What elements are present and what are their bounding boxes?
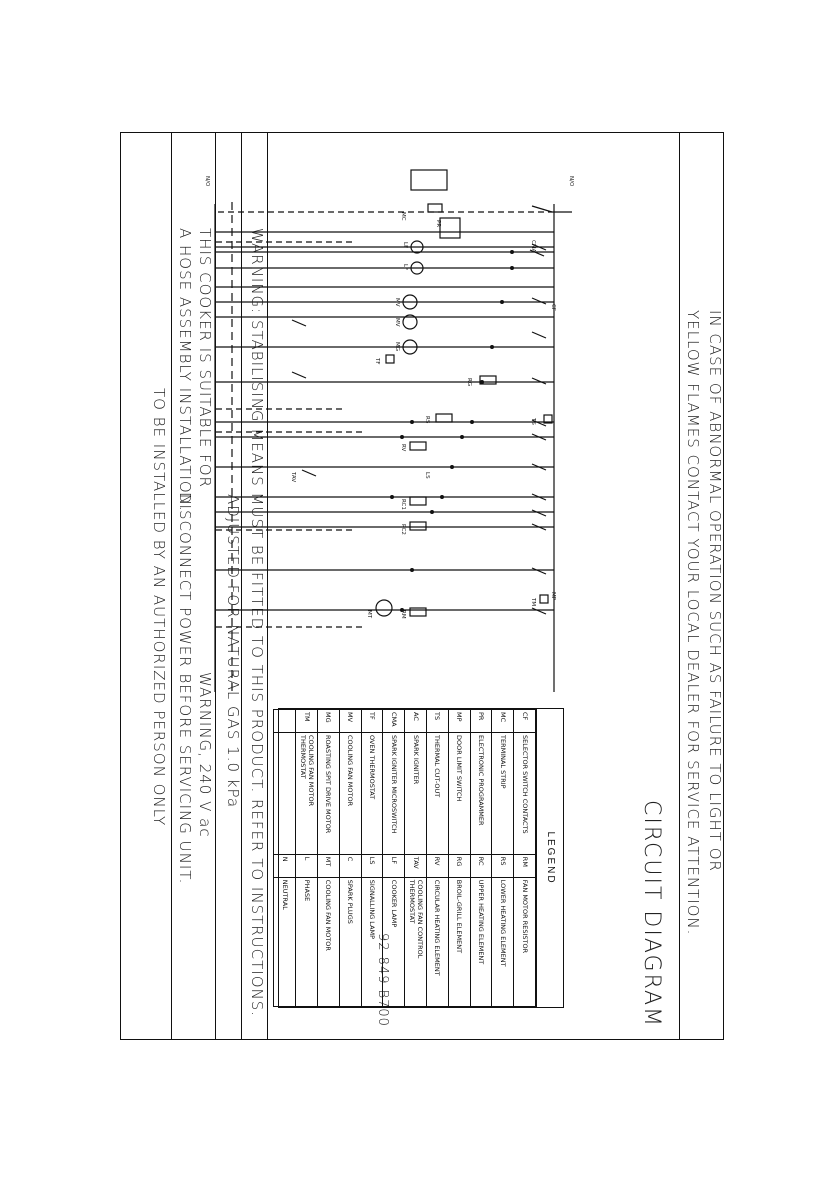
legend-grid [273, 709, 536, 1007]
part-number: 92 849 B700 [375, 933, 390, 1027]
rail-left-label: N/O [568, 176, 574, 187]
legend-code: L [296, 854, 318, 877]
legend-row [492, 710, 514, 1007]
legend-description: SELECTOR SWITCH CONTACTS [514, 733, 536, 855]
label-ts: TS [530, 418, 536, 425]
legend-description: DOOR LIMIT SWITCH [448, 733, 470, 855]
label-rc2: RC2 [400, 524, 406, 535]
legend-description: COOLING FAN MOTOR [318, 877, 340, 1006]
rotated-sheet [120, 132, 724, 1040]
legend-description: LOWER HEATING ELEMENT [492, 877, 514, 1006]
legend-description: CIRCULAR HEATING ELEMENT [427, 877, 449, 1006]
legend-description: SIGNALLING LAMP [361, 877, 383, 1006]
label-mg: MG [394, 342, 400, 352]
hose-note-2: A HOSE ASSEMBLY INSTALLATION. [176, 228, 194, 512]
label-rc1: RC1 [400, 499, 406, 510]
label-mt: MT [366, 610, 372, 619]
legend-code: RV [427, 854, 449, 877]
legend-code: LF [383, 854, 405, 877]
legend-code: MT [318, 854, 340, 877]
divider [171, 132, 172, 1040]
label-rs: RS [424, 416, 430, 424]
legend-description: SPARK IGNITER [405, 733, 427, 855]
label-mp: MP [550, 592, 556, 601]
divider [679, 132, 680, 1040]
voltage-warning-2: DISCONNECT POWER BEFORE SERVICING UNIT. [176, 492, 194, 885]
legend-description: COOLING FAN MOTOR [339, 733, 361, 855]
notice-line-1: IN CASE OF ABNORMAL OPERATION SUCH AS FAILURE TO LIGHT OR [706, 310, 724, 872]
legend-row [296, 710, 318, 1007]
label-cma: CMA [530, 240, 536, 253]
label-rv: RV [400, 444, 406, 452]
legend-code: RG [448, 854, 470, 877]
legend-code: TM [296, 710, 318, 733]
legend-code: PR [470, 710, 492, 733]
legend-description: THERMAL CUT-OUT [427, 733, 449, 855]
voltage-warning-1: WARNING, 240 V ac [196, 672, 214, 838]
legend-code: TF [361, 710, 383, 733]
label-pr: PR [435, 220, 441, 228]
hose-note-1: THIS COOKER IS SUITABLE FOR [196, 228, 214, 488]
legend-description [274, 733, 296, 855]
legend-description: PHASE [296, 877, 318, 1006]
legend-code: MV [339, 710, 361, 733]
legend-description: ROASTING SPIT DRIVE MOTOR [318, 733, 340, 855]
label-mc: MC [400, 212, 406, 221]
legend-heading: LEGEND [536, 709, 563, 1007]
legend-row [427, 710, 449, 1007]
diagram-title: CIRCUIT DIAGRAM [639, 800, 664, 1028]
label-ls: LS [424, 472, 430, 479]
legend-description: ELECTRONIC PROGRAMMER [470, 733, 492, 855]
legend-description: COOLING FAN MOTOR THERMOSTAT [296, 733, 318, 855]
rail-right-label: N/O [204, 176, 210, 187]
legend-code: AC [405, 710, 427, 733]
label-lf1: LF [402, 242, 408, 249]
label-rm: RM [400, 610, 406, 619]
legend-description: TERMINAL STRIP [492, 733, 514, 855]
legend-description: FAN MOTOR RESISTOR [514, 877, 536, 1006]
legend-code: LS [361, 854, 383, 877]
legend-code: MC [492, 710, 514, 733]
legend-row [514, 710, 536, 1007]
legend-description: SPARK IGNITER MICROSWITCH [383, 733, 405, 855]
legend-description: COOKER LAMP [383, 877, 405, 1006]
legend-description: COOLING FAN CONTROL THERMOSTAT [405, 877, 427, 1006]
label-mv2: MV [394, 318, 400, 327]
legend-row [339, 710, 361, 1007]
legend-row [318, 710, 340, 1007]
label-tf: TF [374, 358, 380, 365]
label-cf: CF [550, 304, 556, 312]
label-tav: TAV [290, 472, 296, 483]
legend-row [383, 710, 405, 1007]
legend-description: NEUTRAL [274, 877, 296, 1006]
legend-code: MG [318, 710, 340, 733]
legend-code: TAV [405, 854, 427, 877]
legend-code: TS [427, 710, 449, 733]
legend-row [274, 710, 296, 1007]
legend-description: SPARK PLUGS [339, 877, 361, 1006]
divider [215, 132, 216, 1040]
stabilising-warning: WARNING: STABILISING MEANS MUST BE FITTED TO THIS PRODUCT. REFER TO INSTRUCTIONS. [248, 228, 266, 1018]
legend-code: RS [492, 854, 514, 877]
label-lf2: LF [402, 264, 408, 271]
legend-row [470, 710, 492, 1007]
legend-code: C [339, 854, 361, 877]
gas-adjustment: ADJUSTED FOR NATURAL GAS 1.0 kPa [224, 494, 242, 809]
legend-code: RC [470, 854, 492, 877]
legend-code: N [274, 854, 296, 877]
legend-row [405, 710, 427, 1007]
legend-description: OVEN THERMOSTAT [361, 733, 383, 855]
legend-code: CMA [383, 710, 405, 733]
legend-description: BROIL-GRILL ELEMENT [448, 877, 470, 1006]
legend-row [448, 710, 470, 1007]
legend-description: UPPER HEATING ELEMENT [470, 877, 492, 1006]
label-rg: RG [466, 378, 472, 387]
legend-row [361, 710, 383, 1007]
installer-note: TO BE INSTALLED BY AN AUTHORIZED PERSON ONLY [150, 388, 168, 827]
label-tm: TM [530, 598, 536, 607]
legend-code: MP [448, 710, 470, 733]
divider [267, 132, 268, 1040]
legend-code [274, 710, 296, 733]
legend-code: RM [514, 854, 536, 877]
notice-line-2: YELLOW FLAMES CONTACT YOUR LOCAL DEALER FOR SERVICE ATTENTION. [684, 310, 702, 936]
legend-code: CF [514, 710, 536, 733]
label-mv1: MV [394, 298, 400, 307]
legend-table [278, 708, 564, 1008]
